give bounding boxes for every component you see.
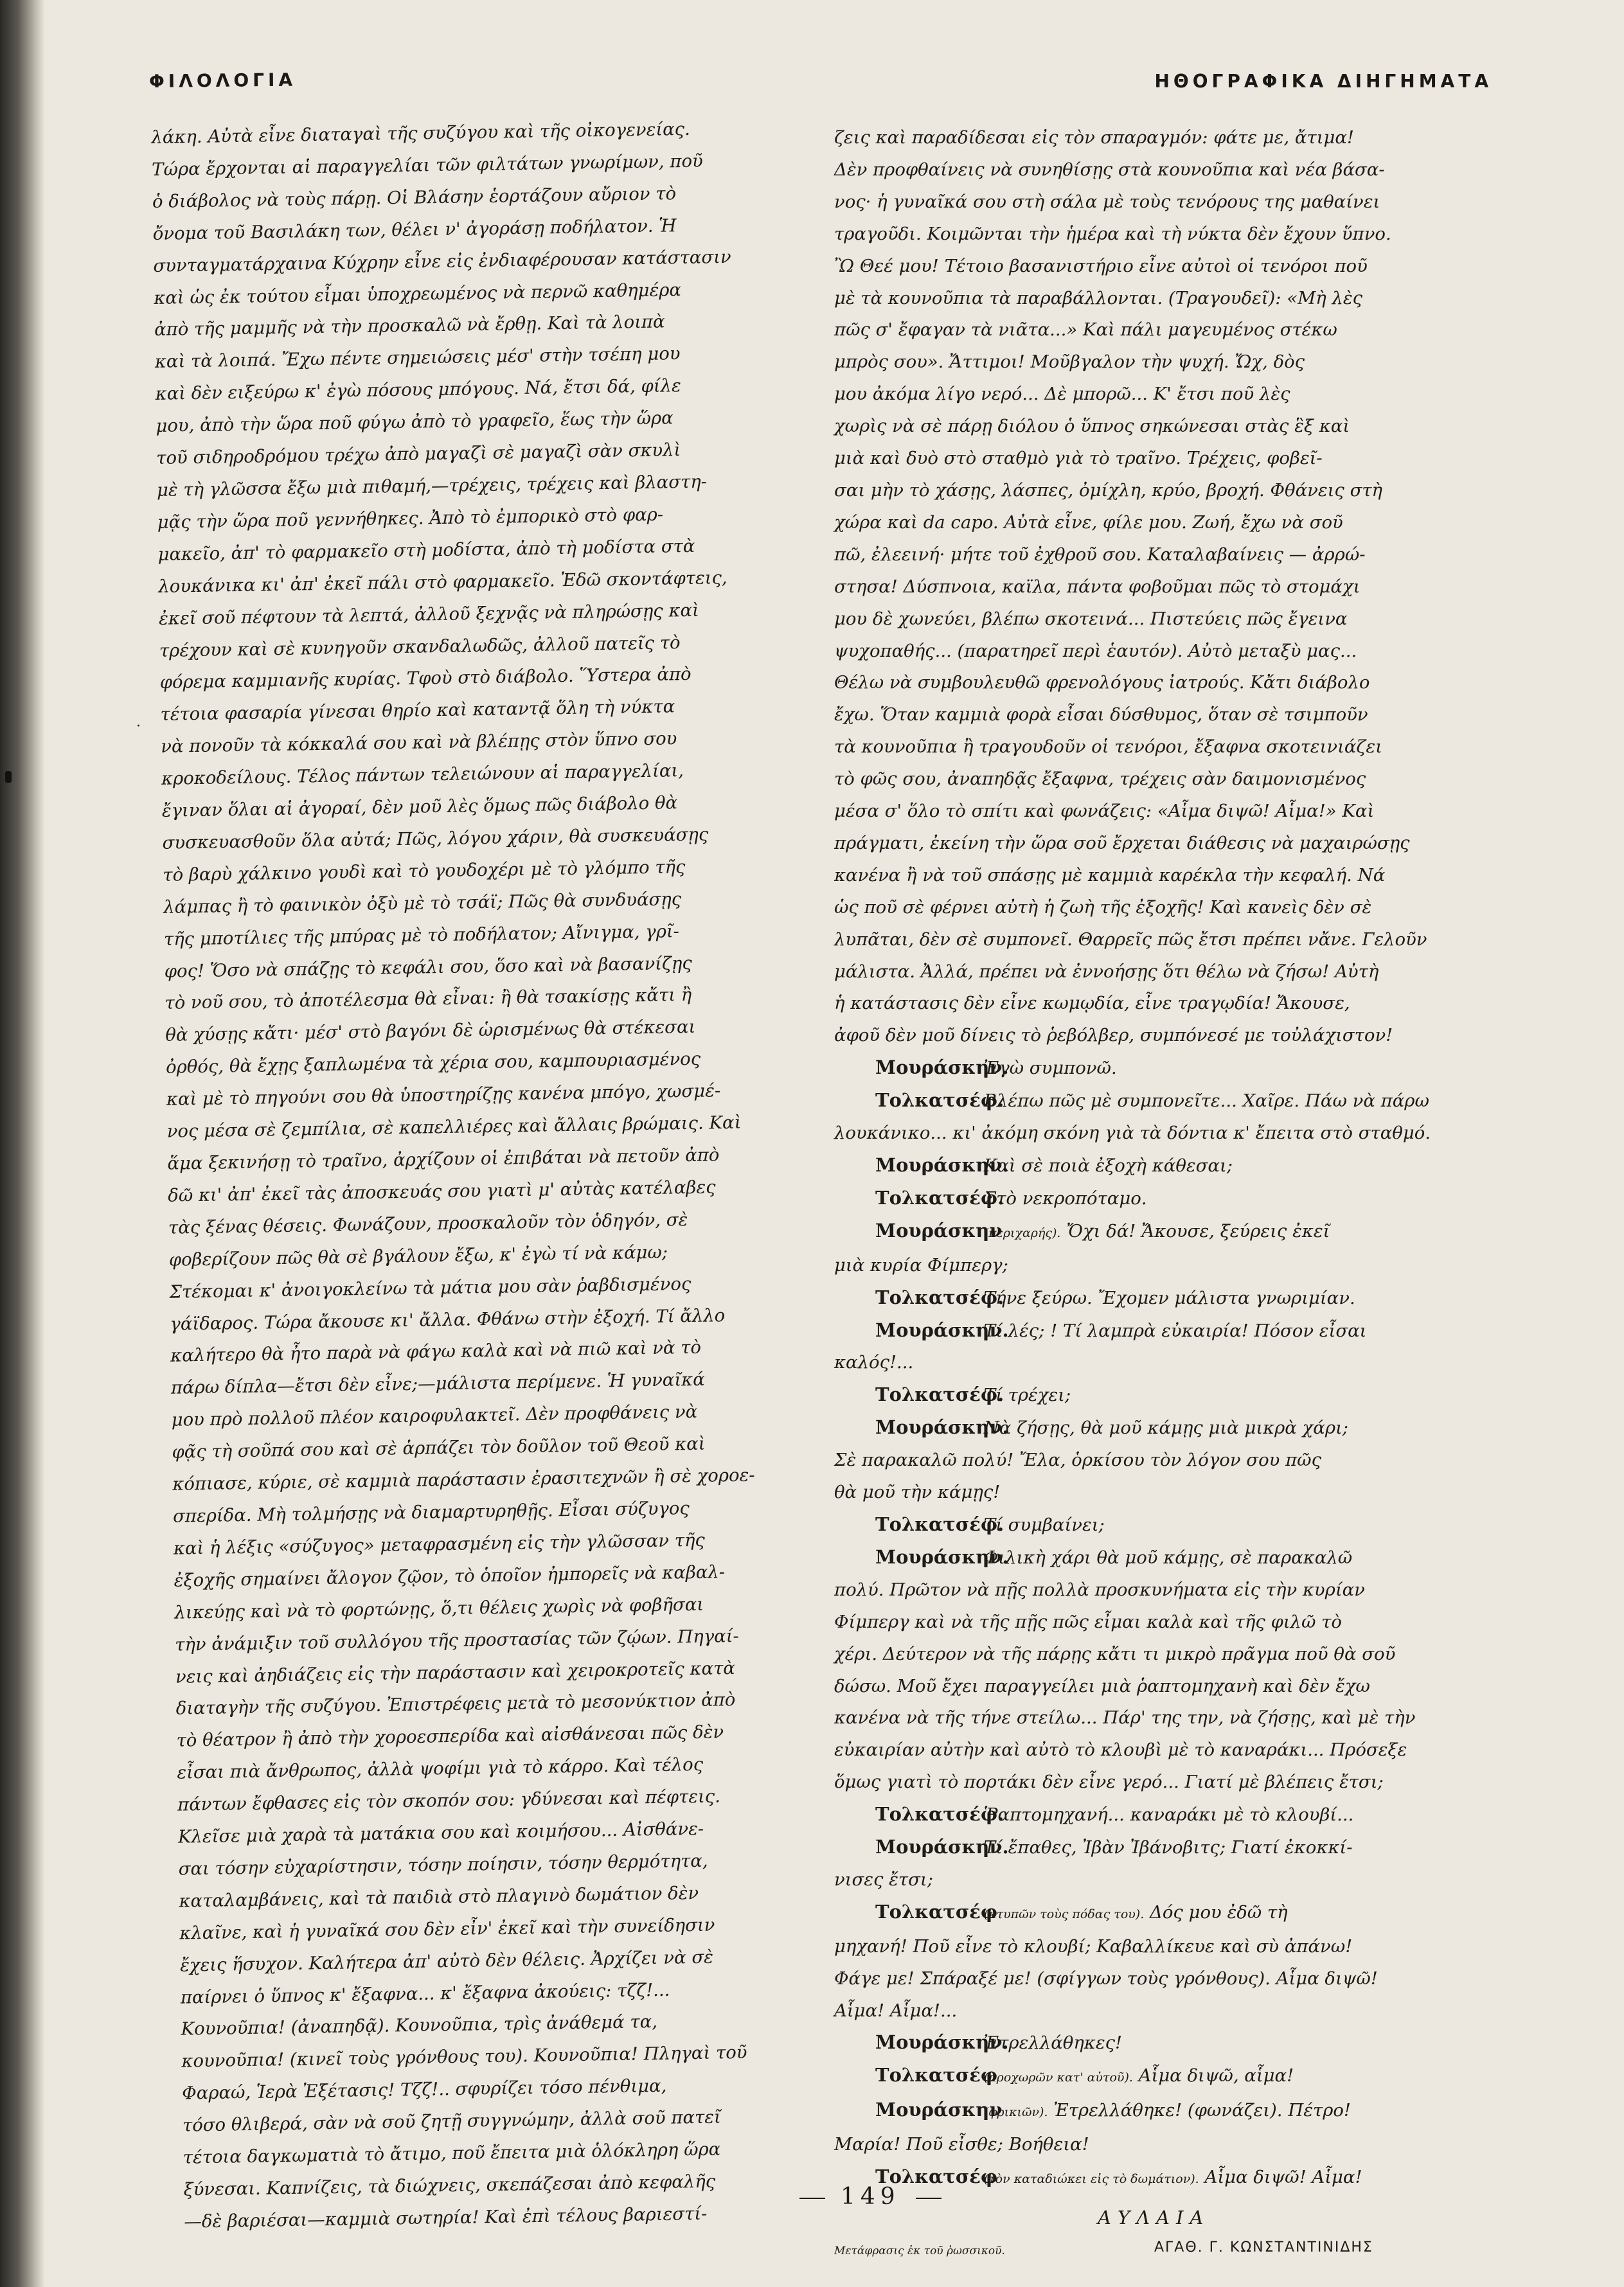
text-line: τὰ κουνοῦπια ἢ τραγουδοῦν οἱ τενόροι, ἔξαφνα σκοτεινιάζει bbox=[834, 736, 1382, 758]
dialogue-line bbox=[834, 1347, 1509, 1379]
dialogue-text: Ὄχι δά! Ἄκουσε, ξεύρεις ἐκεῖ bbox=[1066, 1220, 1330, 1241]
dialogue-text: Αἷμα διψῶ! Αἷμα! bbox=[1204, 2167, 1362, 2188]
dialogue-line bbox=[834, 1896, 1509, 1931]
dialogue-text: Αἷμα! Αἷμα!... bbox=[834, 2000, 958, 2021]
speaker-name: Τολκατσέφ. bbox=[875, 1803, 1004, 1826]
text-line: καλήτερο θὰ ἦτο παρὰ νὰ φάγω καλὰ καὶ νὰ πιῶ καὶ νὰ τὸ bbox=[170, 1337, 702, 1367]
speaker-name: Μουράσκην. bbox=[875, 1416, 1009, 1439]
dialogue-line bbox=[834, 1282, 1509, 1315]
text-line: μᾷς τὴν ὥρα ποῦ γεννήθηκες. Ἀπὸ τὸ ἐμπορικὸ στὸ φαρ- bbox=[157, 504, 664, 533]
dialogue-line bbox=[834, 1215, 1509, 1250]
text-line: χώρα καὶ da capo. Αὐτὰ εἶνε, φίλε μου. Ζωή, ἔχω νὰ σοῦ bbox=[834, 512, 1343, 533]
text-line: ἔγιναν ὅλαι αἱ ἀγοραί, δὲν μοῦ λὲς ὅμως πῶς διάβολο θὰ bbox=[161, 792, 678, 821]
stage-direction: (τὸν καταδιώκει εἰς τὸ δωμάτιον). bbox=[983, 2172, 1199, 2187]
dialogue-text: Σὲ παρακαλῶ πολύ! Ἔλα, ὁρκίσου τὸν λόγον σου πῶς bbox=[834, 1450, 1321, 1471]
dialogue-line bbox=[834, 1182, 1509, 1215]
text-line: ἐξοχῆς σημαίνει ἄλογον ζῷον, τὸ ὁποῖον ἠμπορεῖς νὰ καβαλ- bbox=[174, 1562, 726, 1591]
stage-direction: (φρικιῶν). bbox=[983, 2105, 1048, 2120]
dialogue bbox=[834, 1052, 1509, 2196]
dialogue-line bbox=[834, 2094, 1509, 2129]
dialogue-line bbox=[834, 1250, 1509, 1282]
running-head-left: ΦΙΛΟΛΟΓΙΑ bbox=[148, 69, 297, 92]
text-line: φος! Ὅσο νὰ σπάζῃς τὸ κεφάλι σου, ὅσο καὶ νὰ βασανίζῃς bbox=[164, 952, 692, 982]
speaker-name: Μουράσκην. bbox=[875, 1154, 1009, 1176]
dialogue-text: μηχανή! Ποῦ εἶνε τὸ κλουβί; Καβαλλίκευε καὶ σὺ ἀπάνω! bbox=[834, 1935, 1353, 1957]
dialogue-text: Τί τρέχει; bbox=[983, 1385, 1071, 1406]
speaker-name: Τολκατσέφ bbox=[875, 2166, 998, 2188]
dialogue-line bbox=[834, 1639, 1509, 1671]
text-line: πῶς σ' ἔφαγαν τὰ νιᾶτα...» Καὶ πάλι μαγευμένος στέκω bbox=[834, 319, 1337, 341]
text-line: συνταγματάρχαινα Κύχρην εἶνε εἰς ἐνδιαφέρουσαν κατάστασιν bbox=[153, 246, 731, 276]
text-line: Στέκομαι κ' ἀνοιγοκλείνω τὰ μάτια μου σὰν ῥαβδισμένος bbox=[169, 1273, 692, 1303]
text-line: τὰς ξένας θέσεις. Φωνάζουν, προσκαλοῦν τὸν ὁδηγόν, σὲ bbox=[168, 1209, 688, 1238]
dialogue-text: χέρι. Δεύτερον νὰ τῆς πάρῃς κἄτι τι μικρὸ πρᾶγμα ποῦ θὰ σοῦ bbox=[834, 1643, 1396, 1664]
translator-name: ΑΓΑΘ. Γ. ΚΩΝΣΤΑΝΤΙΝΙΔΗΣ bbox=[1154, 2239, 1373, 2256]
text-line: δῶ κι' ἀπ' ἐκεῖ τὰς ἀποσκευάς σου γιατὶ μ' αὐτὰς κατέλαβες bbox=[167, 1177, 716, 1206]
text-line: λυπᾶται, δὲν σὲ συμπονεῖ. Θαρρεῖς πῶς ἔτσι πρέπει νἄνε. Γελοῦν bbox=[834, 929, 1427, 950]
dialogue-line bbox=[834, 1831, 1509, 1864]
text-line: Ὢ Θεέ μου! Τέτοιο βασανιστήριο εἶνε αὐτοὶ οἱ τενόροι ποῦ bbox=[834, 255, 1368, 276]
dialogue-text: Ἐτρελλάθηκες! bbox=[983, 2033, 1123, 2054]
page-gutter-shadow bbox=[0, 0, 45, 2287]
folio-dash-right bbox=[916, 2198, 941, 2199]
text-line: Κουνοῦπια! (ἀναπηδᾷ). Κουνοῦπια, τρὶς ἀνάθεμά τα, bbox=[181, 2011, 658, 2040]
text-line: κανένα ἢ νὰ τοῦ σπάσῃς μὲ καμμιὰ καρέκλα τὴν κεφαλή. Νά bbox=[834, 864, 1386, 885]
speaker-name: Μουράσκην. bbox=[875, 2031, 1009, 2054]
dialogue-text: Ἐγὼ συμπονῶ. bbox=[983, 1058, 1117, 1079]
text-line: ἀφοῦ δὲν μοῦ δίνεις τὸ ῥεβόλβερ, συμπόνεσέ με τοὐλάχιστον! bbox=[834, 1025, 1393, 1046]
speaker-name: Τολκατσέφ. bbox=[875, 1186, 1004, 1209]
speaker-name: Τολκατσέφ. bbox=[875, 1089, 1004, 1112]
stage-direction: (προχωρῶν κατ' αὐτοῦ). bbox=[983, 2070, 1133, 2085]
dialogue-text: Τί συμβαίνει; bbox=[983, 1514, 1105, 1535]
speaker-name: Τολκατσέφ. bbox=[875, 1286, 1004, 1308]
dialogue-line bbox=[834, 1477, 1509, 1509]
text-line: κουνοῦπια! (κινεῖ τοὺς γρόνθους του). Κουνοῦπια! Πληγαὶ τοῦ bbox=[181, 2042, 747, 2072]
speaker-name: Μουράσκην. bbox=[875, 1836, 1009, 1858]
speaker-name: Μουράσκην. bbox=[875, 1319, 1009, 1341]
left-column bbox=[151, 112, 859, 2239]
dialogue-text: Στὸ νεκροπόταμο. bbox=[983, 1188, 1147, 1209]
text-line: καὶ ὡς ἐκ τούτου εἶμαι ὑποχρεωμένος νὰ περνῶ καθημέρα bbox=[154, 279, 682, 308]
text-line: ξύνεσαι. Καπνίζεις, τὰ διώχνεις, σκεπάζεσαι ἀπὸ κεφαλῆς bbox=[183, 2171, 716, 2200]
translation-note: Μετάφρασις ἐκ τοῦ ῥωσσικοῦ. bbox=[834, 2245, 1005, 2257]
dialogue-line bbox=[834, 1574, 1509, 1606]
text-line: καταλαμβάνεις, καὶ τὰ παιδιὰ στὸ πλαγινὸ δωμάτιον δὲν bbox=[179, 1882, 699, 1912]
text-line: νος· ἡ γυναῖκά σου στὴ σάλα μὲ τοὺς τενόρους της μαθαίνει bbox=[834, 191, 1380, 212]
text-line: μέσα σ' ὅλο τὸ σπίτι καὶ φωνάζεις: «Αἷμα διψῶ! Αἷμα!» Καὶ bbox=[834, 801, 1375, 822]
text-line: τὸ θέατρον ἢ ἀπὸ τὴν χοροεσπερίδα καὶ αἰσθάνεσαι πῶς δὲν bbox=[176, 1722, 724, 1751]
dialogue-line bbox=[834, 1150, 1509, 1182]
dialogue-line bbox=[834, 1379, 1509, 1412]
text-line: Θέλω νὰ συμβουλευθῶ φρενολόγους ἰατρούς. Κἄτι διάβολο bbox=[834, 672, 1370, 693]
dialogue-text: δώσω. Μοῦ ἔχει παραγγείλει μιὰ ῥαπτομηχανὴ καὶ δὲν ἔχω bbox=[834, 1675, 1370, 1696]
dialogue-text: Τί λές; ! Τί λαμπρὰ εὐκαιρία! Πόσον εἶσαι bbox=[983, 1320, 1367, 1341]
dialogue-line bbox=[834, 1412, 1509, 1445]
gutter-mark bbox=[5, 771, 12, 783]
stage-direction: (περιχαρής). bbox=[983, 1225, 1061, 1240]
text-line: ἐκεῖ σοῦ πέφτουν τὰ λεπτά, ἀλλοῦ ξεχνᾷς νὰ πληρώσῃς καὶ bbox=[158, 600, 700, 629]
text-line: ὀρθός, θὰ ἔχῃς ξαπλωμένα τὰ χέρια σου, καμπουριασμένος bbox=[165, 1049, 701, 1078]
signature-block bbox=[834, 2202, 1509, 2279]
text-line: λουκάνικα κι' ἀπ' ἐκεῖ πάλι στὸ φαρμακεῖο. Ἐδῶ σκοντάφτεις, bbox=[158, 567, 727, 597]
text-line: μου ἀκόμα λίγο νερό... Δὲ μπορῶ... Κ' ἔτσι ποῦ λὲς bbox=[834, 384, 1290, 405]
text-line: συσκευασθοῦν ὅλα αὐτά; Πῶς, λόγου χάριν, θὰ συσκευάσῃς bbox=[162, 824, 709, 853]
text-line: διαταγὴν τῆς συζύγου. Ἐπιστρέφεις μετὰ τὸ μεσονύκτιον ἀπὸ bbox=[175, 1689, 736, 1720]
text-line: τραγοῦδι. Κοιμῶνται τὴν ἡμέρα καὶ τὴ νύκτα δὲν ἔχουν ὕπνο. bbox=[834, 223, 1391, 244]
text-line: κροκοδείλους. Τέλος πάντων τελειώνουν αἱ παραγγελίαι, bbox=[161, 760, 684, 789]
text-line: τόσο θλιβερά, σὰν νὰ σοῦ ζητῇ συγγνώμην, ἀλλὰ σοῦ πατεῖ bbox=[182, 2106, 722, 2136]
running-head-right: ΗΘΟΓΡΑΦΙΚΑ ΔΙΗΓΗΜΑΤΑ bbox=[1154, 71, 1492, 92]
dialogue-line bbox=[834, 1702, 1509, 1734]
text-line: ἅμα ξεκινήσῃ τὸ τραῖνο, ἀρχίζουν οἱ ἐπιβάται νὰ πετοῦν ἀπὸ bbox=[167, 1144, 720, 1174]
dialogue-line bbox=[834, 1671, 1509, 1703]
dialogue-text: νισες ἔτσι; bbox=[834, 1869, 933, 1890]
dialogue-text: Νὰ ζήσῃς, θὰ μοῦ κάμῃς μιὰ μικρὰ χάρι; bbox=[983, 1418, 1349, 1439]
text-line: τὸ φῶς σου, ἀναπηδᾷς ἔξαφνα, τρέχεις σὰν δαιμονισμένος bbox=[834, 769, 1366, 790]
text-line: Κλεῖσε μιὰ χαρὰ τὰ ματάκια σου καὶ κοιμήσου... Αἰσθάνε- bbox=[177, 1818, 704, 1847]
text-line: ἡ κατάστασις δὲν εἶνε κωμῳδία, εἶνε τραγῳδία! Ἄκουσε, bbox=[834, 993, 1350, 1014]
right-column bbox=[834, 122, 1509, 2279]
page-number-footer bbox=[784, 2184, 957, 2210]
speaker-name: Μουράσκην bbox=[875, 1219, 1003, 1241]
text-line: πάρω δίπλα—ἔτσι δὲν εἶνε;—μάλιστα περίμενε. Ἡ γυναῖκά bbox=[170, 1369, 705, 1399]
text-line: μιὰ καὶ δυὸ στὸ σταθμὸ γιὰ τὸ τραῖνο. Τρέχεις, φοβεῖ- bbox=[834, 448, 1323, 469]
dialogue-text: Τήνε ξεύρω. Ἔχομεν μάλιστα γνωριμίαν. bbox=[983, 1287, 1355, 1308]
dialogue-text: κανένα νὰ τῆς τήνε στείλω... Πάρ' της την, νὰ ζήσῃς, καὶ μὲ τὴν bbox=[834, 1707, 1416, 1729]
text-line: κόπιασε, κύριε, σὲ καμμιὰ παράστασιν ἐρασιτεχνῶν ἢ σὲ χοροε- bbox=[172, 1464, 755, 1495]
dialogue-line bbox=[834, 1931, 1509, 1963]
dialogue-text: Φάγε με! Σπάραξέ με! (σφίγγων τοὺς γρόνθους). Αἷμα διψῶ! bbox=[834, 1968, 1378, 1989]
dialogue-text: ὅμως γιατὶ τὸ πορτάκι δὲν εἶνε γερό... Γιατί μὲ βλέπεις ἔτσι; bbox=[834, 1772, 1384, 1793]
text-line: ἔχω. Ὅταν καμμιὰ φορὰ εἶσαι δύσθυμος, ὅταν σὲ τσιμποῦν bbox=[834, 704, 1368, 725]
text-line: —δὲ βαριέσαι—καμμιὰ σωτηρία! Καὶ ἐπὶ τέλους βαριεστί- bbox=[184, 2203, 708, 2232]
text-line: τοῦ σιδηροδρόμου τρέχω ἀπὸ μαγαζὶ σὲ μαγαζὶ σὰν σκυλὶ bbox=[156, 440, 681, 468]
text-line: τὴν ἀνάμιξιν τοῦ συλλόγου τῆς προστασίας τῶν ζῴων. Πηγαί- bbox=[174, 1625, 740, 1655]
text-line: ὁ διάβολος νὰ τοὺς πάρῃ. Οἱ Βλάσην ἑορτάζουν αὔριον τὸ bbox=[152, 182, 677, 212]
text-line: πάντων ἔφθασες εἰς τὸν σκοπόν σου: γδύνεσαι καὶ πέφτεις. bbox=[177, 1786, 721, 1815]
dialogue-text: Φιλικὴ χάρι θὰ μοῦ κάμῃς, σὲ παρακαλῶ bbox=[983, 1547, 1353, 1568]
text-line: ψυχοπαθής... (παρατηρεῖ περὶ ἑαυτόν). Αὐτὸ μεταξὺ μας... bbox=[834, 640, 1357, 661]
stage-direction: (κτυπῶν τοὺς πόδας του). bbox=[983, 1907, 1145, 1921]
dialogue-text: Αἷμα διψῶ, αἷμα! bbox=[1138, 2065, 1294, 2087]
speaker-name: Μουράσκην. bbox=[875, 1545, 1009, 1568]
text-line: μου, ἀπὸ τὴν ὥρα ποῦ φύγω ἀπὸ τὸ γραφεῖο, ἕως τὴν ὥρα bbox=[156, 407, 674, 437]
speaker-name: Τολκατσέφ. bbox=[875, 1513, 1004, 1535]
dialogue-text: Δός μου ἐδῶ τὴ bbox=[1150, 1901, 1288, 1923]
speaker-name: Τολκατσέφ bbox=[875, 1900, 998, 1923]
text-line: καὶ μὲ τὸ πηγούνι σου θὰ ὑποστηρίζῃς κανένα μπόγο, χωσμέ- bbox=[166, 1080, 721, 1110]
text-line: πῶ, ἐλεεινή· μήτε τοῦ ἐχθροῦ σου. Καταλαβαίνεις — ἀρρώ- bbox=[834, 544, 1366, 565]
dialogue-text: θὰ μοῦ τὴν κάμῃς! bbox=[834, 1482, 1001, 1503]
text-line: ὄνομα τοῦ Βασιλάκη των, θέλει ν' ἀγοράσῃ ποδήλατον. Ἡ bbox=[152, 215, 677, 244]
dialogue-text: μιὰ κυρία Φίμπεργ; bbox=[834, 1254, 1008, 1276]
dialogue-line bbox=[834, 1995, 1509, 2027]
text-line: θὰ χύσῃς κἄτι· μέσ' στὸ βαγόνι δὲ ὡρισμένως θὰ στέκεσαι bbox=[165, 1017, 696, 1046]
dialogue-text: Φίμπεργ καὶ νὰ τῆς πῇς πῶς εἶμαι καλὰ καὶ τῆς φιλῶ τὸ bbox=[834, 1611, 1342, 1632]
page-number: 149 bbox=[841, 2184, 900, 2210]
dialogue-text: Τί ἔπαθες, Ἰβὰν Ἰβάνοβιτς; Γιατί ἐκοκκί- bbox=[983, 1837, 1353, 1858]
speaker-name: Τολκατσέφ. bbox=[875, 1384, 1004, 1406]
text-line: φοβερίζουν πῶς θὰ σὲ βγάλουν ἔξω, κ' ἐγὼ τί νὰ κάμω; bbox=[168, 1241, 668, 1270]
text-line: ζεις καὶ παραδίδεσαι εἰς τὸν σπαραγμόν: φάτε με, ἄτιμα! bbox=[834, 127, 1354, 148]
dialogue-line bbox=[834, 1734, 1509, 1766]
dialogue-line bbox=[834, 1085, 1509, 1117]
text-line: ἔχεις ἥσυχον. Καλήτερα ἀπ' αὐτὸ δὲν θέλεις. Ἀρχίζει νὰ σὲ bbox=[179, 1946, 714, 1976]
dialogue-line bbox=[834, 2027, 1509, 2060]
dialogue-text: Ῥαπτομηχανή... καναράκι μὲ τὸ κλουβί... bbox=[983, 1804, 1354, 1826]
dialogue-line bbox=[834, 1052, 1509, 1085]
text-line: παίρνει ὁ ὕπνος κ' ἔξαφνα... κ' ἔξαφνα ἀκούεις: τζζ!... bbox=[180, 1979, 670, 2008]
dialogue-line bbox=[834, 1864, 1509, 1896]
text-line: σαι τόσην εὐχαρίστησιν, τόσην ποίησιν, τόσην θερμότητα, bbox=[178, 1850, 708, 1880]
dialogue-line bbox=[834, 1606, 1509, 1639]
text-line: τρέχουν καὶ σὲ κυνηγοῦν σκανδαλωδῶς, ἀλλοῦ πατεῖς τὸ bbox=[159, 632, 681, 661]
text-line: λικεύῃς καὶ νὰ τὸ φορτώνῃς, ὅ,τι θέλεις χωρὶς νὰ φοβῆσαι bbox=[174, 1594, 704, 1623]
dialogue-line bbox=[834, 1542, 1509, 1574]
dialogue-line bbox=[834, 1315, 1509, 1348]
text-line: Δὲν προφθαίνεις νὰ συνηθίσῃς στὰ κουνοῦπια καὶ νέα βάσα- bbox=[834, 159, 1385, 180]
text-line: κλαῖνε, καὶ ἡ γυναῖκά σου δὲν εἶν' ἐκεῖ καὶ τὴν συνείδησιν bbox=[179, 1914, 715, 1944]
dialogue-line bbox=[834, 1445, 1509, 1477]
dialogue-line bbox=[834, 1963, 1509, 1995]
text-line: καὶ ἡ λέξις «σύζυγος» μεταφρασμένη εἰς τὴν γλῶσσαν τῆς bbox=[173, 1529, 706, 1559]
text-line: μου δὲ χωνεύει, βλέπω σκοτεινά... Πιστεύεις πῶς ἔγεινα bbox=[834, 608, 1348, 629]
dialogue-text: πολύ. Πρῶτον νὰ πῇς πολλὰ προσκυνήματα εἰς τὴν κυρίαν bbox=[834, 1579, 1365, 1600]
dialogue-line bbox=[834, 1117, 1509, 1150]
text-line: μου πρὸ πολλοῦ πλέον καιροφυλακτεῖ. Δὲν προφθάνεις νὰ bbox=[171, 1402, 698, 1430]
text-line: γάϊδαρος. Τώρα ἄκουσε κι' ἄλλα. Φθάνω στὴν ἐξοχή. Τί ἄλλο bbox=[170, 1304, 726, 1335]
text-line: τὸ νοῦ σου, τὸ ἀποτέλεσμα θὰ εἶναι: ἢ θὰ τσακίσῃς κἄτι ἢ bbox=[165, 984, 692, 1014]
dialogue-text: Ἐτρελλάθηκε! (φωνάζει). Πέτρο! bbox=[1053, 2100, 1351, 2121]
text-line: τὸ βαρὺ χάλκινο γουδὶ καὶ τὸ γουδοχέρι μὲ τὸ γλόμπο τῆς bbox=[163, 856, 686, 885]
text-line: Τώρα ἔρχονται αἱ παραγγελίαι τῶν φιλτάτων γνωρίμων, ποῦ bbox=[151, 150, 703, 180]
text-line: καὶ δὲν ειξεύρω κ' ἐγὼ πόσους μπόγους. Νά, ἔτσι δά, φίλε bbox=[155, 375, 682, 405]
text-line: σαι μὴν τὸ χάσῃς, λάσπες, ὀμίχλη, κρύο, βροχή. Φθάνεις στὴ bbox=[834, 479, 1383, 501]
text-line: μὲ τὴ γλῶσσα ἔξω μιὰ πιθαμή,—τρέχεις, τρέχεις καὶ βλαστη- bbox=[156, 471, 708, 501]
text-line: φᾷς τὴ σοῦπά σου καὶ σὲ ἁρπάζει τὸν δοῦλον τοῦ Θεοῦ καὶ bbox=[172, 1433, 706, 1463]
dialogue-text: Βλέπω πῶς μὲ συμπονεῖτε... Χαῖρε. Πάω νὰ πάρω bbox=[983, 1090, 1429, 1112]
speaker-name: Μουράσκην bbox=[875, 2099, 1003, 2121]
dialogue-text: λουκάνικο... κι' ἀκόμη σκόνη γιὰ τὰ δόντια κ' ἔπειτα στὸ σταθμό. bbox=[834, 1123, 1431, 1144]
text-line: σπερίδα. Μὴ τολμήσῃς νὰ διαμαρτυρηθῇς. Εἶσαι σύζυγος bbox=[172, 1498, 690, 1527]
text-line: τῆς μποτίλιες τῆς μπύρας μὲ τὸ ποδήλατον; Αἴνιγμα, γρῖ- bbox=[163, 920, 680, 950]
speaker-name: Τολκατσέφ bbox=[875, 2064, 998, 2087]
text-line: μπρὸς σου». Ἄττιμοι! Μοῦβγαλον τὴν ψυχή. Ὤχ, δὸς bbox=[834, 352, 1305, 373]
text-line: ἀπὸ τῆς μαμμῆς νὰ τὴν προσκαλῶ νὰ ἔρθῃ. Καὶ τὰ λοιπὰ bbox=[154, 311, 665, 341]
dialogue-line bbox=[834, 1799, 1509, 1831]
dialogue-line bbox=[834, 2129, 1509, 2161]
text-line: μακεῖο, ἀπ' τὸ φαρμακεῖο στὴ μοδίστα, ἀπὸ τὴ μοδίστα στὰ bbox=[157, 535, 695, 565]
text-line: καὶ τὰ λοιπά. Ἔχω πέντε σημειώσεις μέσ' στὴν τσέπη μου bbox=[154, 343, 681, 373]
right-prose bbox=[834, 122, 1509, 1052]
dialogue-line bbox=[834, 1509, 1509, 1542]
text-line: μάλιστα. Ἀλλά, πρέπει νὰ ἐννοήσῃς ὅτι θέλω νὰ ζήσω! Αὐτὴ bbox=[834, 961, 1379, 982]
text-line: λάκη. Αὐτὰ εἶνε διαταγαὶ τῆς συζύγου καὶ τῆς οἰκογενείας. bbox=[151, 118, 691, 148]
text-line: στησα! Δύσπνοια, καϊλα, πάντα φοβοῦμαι πῶς τὸ στομάχι bbox=[834, 576, 1361, 597]
text-line: νος μέσα σὲ ζεμπίλια, σὲ καπελλιέρες καὶ ἄλλαις βρώμαις. Καὶ bbox=[166, 1112, 742, 1142]
dialogue-text: εὐκαιρίαν αὐτὴν καὶ αὐτὸ τὸ κλουβὶ μὲ τὸ καναράκι... Πρόσεξε bbox=[834, 1740, 1407, 1761]
dialogue-text: Μαρία! Ποῦ εἶσθε; Βοήθεια! bbox=[834, 2134, 1089, 2155]
dialogue-line bbox=[834, 1766, 1509, 1799]
text-line: πράγματι, ἐκείνη τὴν ὥρα σοῦ ἔρχεται διάθεσις νὰ μαχαιρώσῃς bbox=[834, 832, 1410, 853]
text-line: χωρὶς νὰ σὲ πάρῃ διόλου ὁ ὕπνος σηκώνεσαι στὰς ἓξ καὶ bbox=[834, 416, 1350, 437]
text-line: λάμπας ἢ τὸ φαινικὸν ὀξὺ μὲ τὸ τσάϊ; Πῶς θὰ συνδυάσῃς bbox=[163, 888, 682, 918]
text-line: φόρεμα καμμιανῆς κυρίας. Τφοὺ στὸ διάβολο. Ὕστερα ἀπὸ bbox=[159, 664, 692, 693]
speaker-name: Μουράσκην. bbox=[875, 1056, 1009, 1079]
text-line: νεις καὶ ἀηδιάζεις εἰς τὴν παράστασιν καὶ χειροκροτεῖς κατὰ bbox=[175, 1657, 736, 1687]
text-line: εἶσαι πιὰ ἄνθρωπος, ἀλλὰ ψοφίμι γιὰ τὸ κάρρο. Καὶ τέλος bbox=[177, 1754, 704, 1783]
dialogue-text: Καὶ σὲ ποιὰ ἐξοχὴ κάθεσαι; bbox=[983, 1155, 1233, 1176]
text-line: τέτοια φασαρία γίνεσαι θηρίο καὶ καταντᾷ ὅλη τὴ νύκτα bbox=[160, 696, 675, 725]
text-line: νὰ πονοῦν τὰ κόκκαλά σου καὶ νὰ βλέπῃς στὸν ὕπνο σου bbox=[161, 728, 677, 758]
author-name: ΑΥΛΑΙΑ bbox=[1098, 2207, 1210, 2229]
dialogue-line bbox=[834, 2060, 1509, 2094]
text-line: μὲ τὰ κουνοῦπια τὰ παραβάλλονται. (Τραγουδεῖ): «Μὴ λὲς bbox=[834, 287, 1363, 308]
text-line: Φαραώ, Ἱερὰ Ἐξέτασις! Τζζ!.. σφυρίζει τόσο πένθιμα, bbox=[181, 2076, 667, 2104]
text-line: τέτοια δαγκωματιὰ τὸ ἄτιμο, ποῦ ἔπειτα μιὰ ὁλόκληρη ὥρα bbox=[183, 2139, 721, 2168]
text-line: ὡς ποῦ σὲ φέρνει αὐτὴ ἡ ζωὴ τῆς ἐξοχῆς! Καὶ κανεὶς δὲν σὲ bbox=[834, 896, 1372, 918]
folio-dash-left bbox=[799, 2198, 825, 2199]
dialogue-text: καλός!... bbox=[834, 1352, 914, 1373]
margin-dot: · bbox=[136, 718, 141, 734]
